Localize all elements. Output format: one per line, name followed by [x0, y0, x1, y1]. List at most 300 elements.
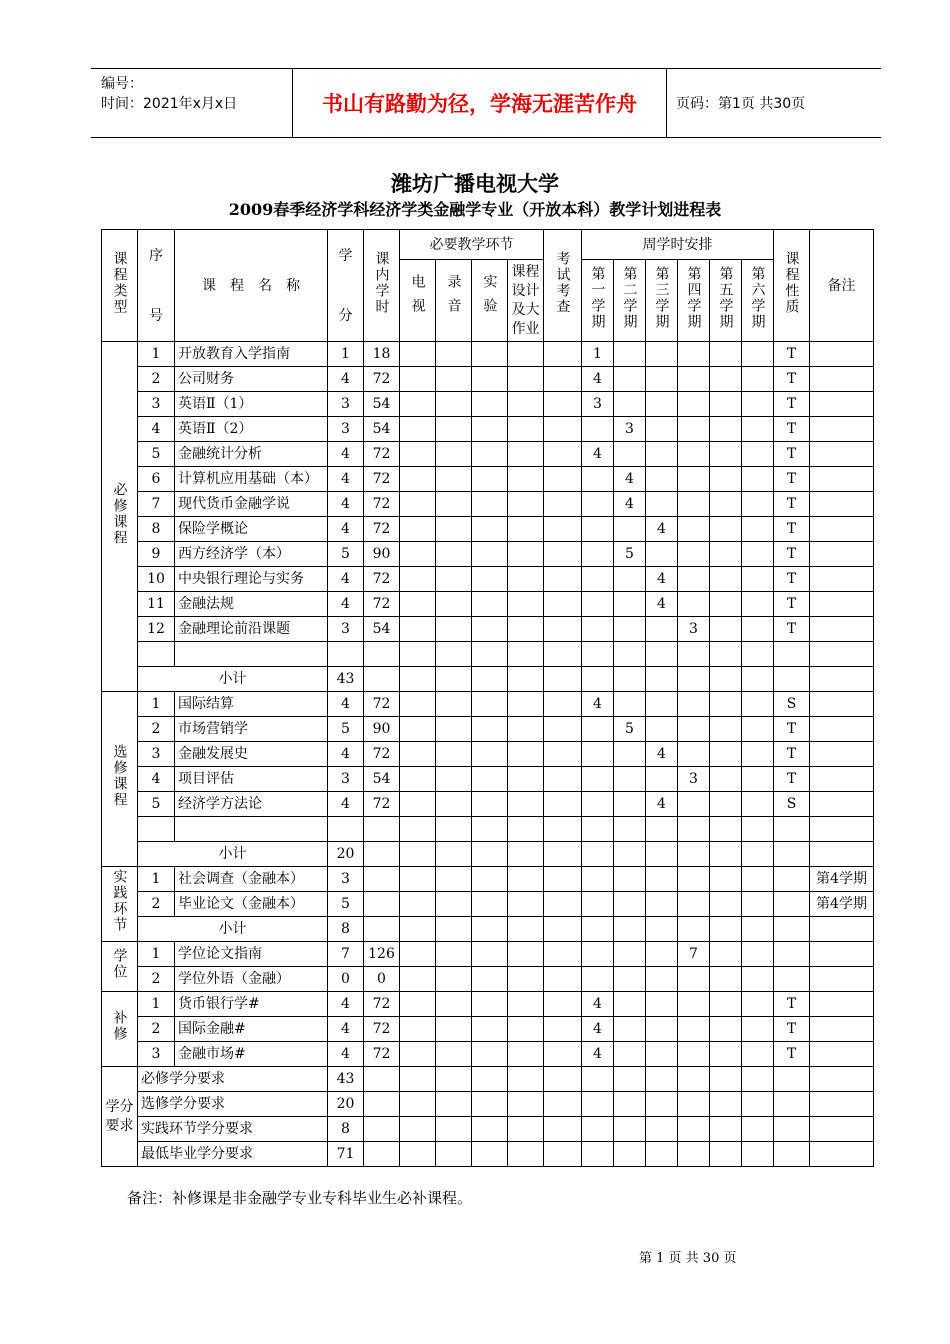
empty-cell [710, 367, 742, 392]
empty-cell [472, 417, 508, 442]
course-credit: 4 [328, 992, 364, 1017]
course-s3 [646, 942, 678, 967]
empty-cell [400, 542, 436, 567]
course-row [102, 467, 874, 492]
course-no: 2 [138, 1017, 175, 1042]
empty-cell [508, 692, 544, 717]
motto: 书山有路勤为径，学海无涯苦作舟 [292, 69, 667, 137]
course-s2 [614, 617, 646, 642]
empty-cell [472, 942, 508, 967]
empty-cell [774, 1092, 810, 1117]
empty-cell [400, 717, 436, 742]
course-name: 中央银行理论与实务 [175, 567, 328, 592]
course-hours: 72 [364, 367, 400, 392]
empty-cell [138, 817, 175, 842]
course-s3 [646, 617, 678, 642]
empty-cell [646, 1067, 678, 1092]
section-credit-req: 学分要求 [102, 1067, 138, 1167]
empty-cell [400, 667, 436, 692]
empty-cell [472, 1017, 508, 1042]
header-remark: 备注 [810, 230, 874, 342]
empty-cell [328, 642, 364, 667]
course-hours: 72 [364, 567, 400, 592]
empty-cell [774, 842, 810, 867]
course-no: 2 [138, 717, 175, 742]
course-name: 项目评估 [175, 767, 328, 792]
empty-cell [436, 1092, 472, 1117]
course-row [102, 417, 874, 442]
empty-cell [364, 917, 400, 942]
course-nature: T [774, 1017, 810, 1042]
course-nature: S [774, 692, 810, 717]
empty-cell [710, 767, 742, 792]
empty-cell [810, 1067, 874, 1092]
empty-cell [710, 1117, 742, 1142]
empty-cell [508, 1142, 544, 1167]
course-s1 [582, 567, 614, 592]
empty-cell [436, 592, 472, 617]
course-name: 英语Ⅱ（2） [175, 417, 328, 442]
header-exp: 实验 [472, 260, 508, 342]
empty-cell [544, 1017, 582, 1042]
empty-cell [810, 1142, 874, 1167]
empty-cell [582, 1117, 614, 1142]
course-name: 保险学概论 [175, 517, 328, 542]
empty-cell [544, 1117, 582, 1142]
empty-cell [508, 592, 544, 617]
course-remark [810, 492, 874, 517]
course-credit: 3 [328, 617, 364, 642]
header-links-group: 必要教学环节 [400, 230, 544, 260]
course-s4 [678, 792, 710, 817]
empty-cell [436, 542, 472, 567]
empty-cell [774, 642, 810, 667]
course-no: 3 [138, 392, 175, 417]
course-row [102, 342, 874, 367]
header-sem2: 第二学期 [614, 260, 646, 342]
header-seq: 序 号 [138, 230, 175, 342]
section-practice: 实践环节 [102, 867, 138, 942]
course-name: 学位外语（金融） [175, 967, 328, 992]
code-label: 编号： [101, 76, 143, 92]
empty-cell [472, 367, 508, 392]
course-nature: T [774, 567, 810, 592]
table-body [102, 230, 874, 1167]
course-nature [774, 892, 810, 917]
course-name: 货币银行学# [175, 992, 328, 1017]
course-s2 [614, 992, 646, 1017]
empty-cell [710, 392, 742, 417]
empty-cell [472, 717, 508, 742]
empty-cell [364, 817, 400, 842]
empty-cell [400, 742, 436, 767]
course-credit: 4 [328, 517, 364, 542]
empty-cell [810, 842, 874, 867]
course-nature: T [774, 1042, 810, 1067]
header-design: 课程设计及大作业 [508, 260, 544, 342]
course-s1 [582, 592, 614, 617]
empty-cell [472, 617, 508, 642]
course-s1: 4 [582, 692, 614, 717]
header-weekly-group: 周学时安排 [582, 230, 774, 260]
empty-cell [614, 1067, 646, 1092]
empty-cell [710, 792, 742, 817]
course-remark [810, 342, 874, 367]
empty-cell [175, 642, 328, 667]
course-no: 1 [138, 867, 175, 892]
empty-cell [774, 1067, 810, 1092]
course-s4 [678, 517, 710, 542]
course-s1 [582, 792, 614, 817]
empty-cell [742, 867, 774, 892]
course-credit: 5 [328, 542, 364, 567]
course-nature: T [774, 592, 810, 617]
course-credit: 3 [328, 767, 364, 792]
empty-cell [400, 967, 436, 992]
course-s3 [646, 417, 678, 442]
empty-cell [742, 942, 774, 967]
course-credit: 4 [328, 592, 364, 617]
section-elective: 选修课程 [102, 692, 138, 867]
header-name: 课 程 名 称 [175, 230, 328, 342]
empty-cell [582, 817, 614, 842]
course-remark [810, 792, 874, 817]
empty-cell [472, 392, 508, 417]
section-degree: 学位 [102, 942, 138, 992]
course-s4 [678, 742, 710, 767]
empty-cell [742, 717, 774, 742]
course-s4 [678, 542, 710, 567]
course-s4 [678, 867, 710, 892]
course-remark [810, 742, 874, 767]
empty-cell [544, 867, 582, 892]
empty-cell [544, 592, 582, 617]
course-s2 [614, 942, 646, 967]
empty-cell [400, 892, 436, 917]
empty-cell [614, 642, 646, 667]
empty-cell [508, 342, 544, 367]
empty-cell [364, 1092, 400, 1117]
credit-req-value: 8 [328, 1117, 364, 1142]
empty-cell [472, 842, 508, 867]
credit-req-label: 最低毕业学分要求 [138, 1142, 328, 1167]
empty-cell [472, 1092, 508, 1117]
course-s1 [582, 617, 614, 642]
header-sem1: 第一学期 [582, 260, 614, 342]
empty-cell [508, 567, 544, 592]
course-no: 5 [138, 442, 175, 467]
empty-cell [436, 1067, 472, 1092]
course-credit: 1 [328, 342, 364, 367]
empty-cell [508, 767, 544, 792]
empty-cell [544, 367, 582, 392]
course-s2 [614, 392, 646, 417]
empty-cell [742, 892, 774, 917]
course-s4: 7 [678, 942, 710, 967]
course-s1 [582, 867, 614, 892]
credit-req-row [102, 1142, 874, 1167]
course-hours: 0 [364, 967, 400, 992]
empty-cell [742, 692, 774, 717]
empty-cell [710, 542, 742, 567]
empty-cell [742, 1092, 774, 1117]
empty-cell [774, 1142, 810, 1167]
header-sem4: 第四学期 [678, 260, 710, 342]
empty-cell [436, 517, 472, 542]
empty-cell [810, 642, 874, 667]
course-s4 [678, 492, 710, 517]
empty-cell [508, 892, 544, 917]
empty-cell [364, 1117, 400, 1142]
empty-cell [508, 492, 544, 517]
course-remark [810, 592, 874, 617]
course-no: 12 [138, 617, 175, 642]
empty-cell [710, 567, 742, 592]
course-row [102, 617, 874, 642]
footnote: 备注：补修课是非金融学专业专科毕业生必补课程。 [127, 1189, 473, 1207]
empty-cell [582, 1092, 614, 1117]
course-row [102, 1042, 874, 1067]
course-s2 [614, 1017, 646, 1042]
course-credit: 3 [328, 417, 364, 442]
empty-cell [742, 667, 774, 692]
course-credit: 4 [328, 567, 364, 592]
empty-cell [544, 767, 582, 792]
empty-cell [774, 817, 810, 842]
empty-cell [544, 492, 582, 517]
empty-cell [436, 842, 472, 867]
course-s1: 1 [582, 342, 614, 367]
empty-cell [436, 742, 472, 767]
course-s1 [582, 417, 614, 442]
course-hours [364, 892, 400, 917]
course-s1 [582, 717, 614, 742]
empty-cell [436, 617, 472, 642]
empty-cell [544, 692, 582, 717]
empty-cell [472, 442, 508, 467]
course-credit: 3 [328, 867, 364, 892]
section-makeup: 补修 [102, 992, 138, 1067]
course-s3 [646, 542, 678, 567]
course-row [102, 892, 874, 917]
course-hours: 54 [364, 767, 400, 792]
empty-cell [400, 1017, 436, 1042]
course-name: 英语Ⅱ（1） [175, 392, 328, 417]
empty-cell [400, 842, 436, 867]
empty-cell [614, 667, 646, 692]
course-s3 [646, 1042, 678, 1067]
course-s3: 4 [646, 517, 678, 542]
empty-cell [544, 792, 582, 817]
course-no: 2 [138, 892, 175, 917]
empty-cell [582, 667, 614, 692]
course-name: 国际结算 [175, 692, 328, 717]
empty-cell [508, 1067, 544, 1092]
course-no: 4 [138, 767, 175, 792]
empty-cell [646, 1117, 678, 1142]
empty-cell [582, 1067, 614, 1092]
course-credit: 4 [328, 492, 364, 517]
course-hours: 72 [364, 692, 400, 717]
empty-cell [678, 842, 710, 867]
course-credit: 4 [328, 442, 364, 467]
header-tv: 电视 [400, 260, 436, 342]
course-s4: 3 [678, 767, 710, 792]
course-no: 5 [138, 792, 175, 817]
credit-req-label: 实践环节学分要求 [138, 1117, 328, 1142]
empty-cell [710, 442, 742, 467]
course-remark [810, 992, 874, 1017]
empty-cell [742, 992, 774, 1017]
course-s1 [582, 942, 614, 967]
empty-cell [508, 1092, 544, 1117]
course-nature [774, 867, 810, 892]
empty-cell [742, 1117, 774, 1142]
empty-cell [544, 642, 582, 667]
course-credit: 5 [328, 717, 364, 742]
course-nature: T [774, 367, 810, 392]
course-row [102, 367, 874, 392]
course-s3 [646, 442, 678, 467]
course-no: 6 [138, 467, 175, 492]
empty-cell [508, 1042, 544, 1067]
course-remark [810, 542, 874, 567]
course-s2 [614, 592, 646, 617]
course-nature: T [774, 542, 810, 567]
course-s2 [614, 967, 646, 992]
empty-cell [508, 1117, 544, 1142]
course-name: 经济学方法论 [175, 792, 328, 817]
course-name: 金融法规 [175, 592, 328, 617]
empty-cell [678, 1092, 710, 1117]
course-credit: 4 [328, 692, 364, 717]
empty-cell [436, 992, 472, 1017]
credit-req-row [102, 1067, 874, 1092]
empty-cell [472, 1117, 508, 1142]
empty-cell [400, 1042, 436, 1067]
empty-cell [508, 942, 544, 967]
course-hours: 54 [364, 617, 400, 642]
subtotal-label: 小计 [138, 667, 328, 692]
course-name: 金融理论前沿课题 [175, 617, 328, 642]
empty-cell [472, 492, 508, 517]
empty-cell [710, 742, 742, 767]
empty-cell [544, 917, 582, 942]
course-row [102, 492, 874, 517]
empty-cell [742, 367, 774, 392]
course-row [102, 767, 874, 792]
empty-cell [400, 867, 436, 892]
course-s2: 4 [614, 467, 646, 492]
empty-cell [582, 842, 614, 867]
course-s4 [678, 417, 710, 442]
empty-cell [472, 542, 508, 567]
course-s1 [582, 742, 614, 767]
course-remark [810, 942, 874, 967]
empty-cell [742, 567, 774, 592]
empty-cell [582, 1142, 614, 1167]
course-s3: 4 [646, 567, 678, 592]
course-no: 1 [138, 692, 175, 717]
empty-cell [364, 1067, 400, 1092]
empty-cell [400, 642, 436, 667]
course-no: 8 [138, 517, 175, 542]
empty-cell [472, 342, 508, 367]
course-row [102, 567, 874, 592]
course-s1: 4 [582, 992, 614, 1017]
header-sem3: 第三学期 [646, 260, 678, 342]
page-label: 页码：第1页 共30页 [676, 96, 806, 112]
empty-cell [710, 342, 742, 367]
course-s4 [678, 692, 710, 717]
course-nature: T [774, 417, 810, 442]
course-row [102, 942, 874, 967]
course-s1 [582, 492, 614, 517]
empty-cell [508, 717, 544, 742]
empty-cell [646, 642, 678, 667]
course-no: 11 [138, 592, 175, 617]
empty-cell [436, 967, 472, 992]
empty-cell [508, 417, 544, 442]
course-remark [810, 567, 874, 592]
empty-cell [544, 1042, 582, 1067]
header-nature: 课程性质 [774, 230, 810, 342]
empty-cell [400, 817, 436, 842]
empty-cell [774, 917, 810, 942]
empty-cell [544, 1142, 582, 1167]
empty-cell [436, 492, 472, 517]
empty-cell [742, 592, 774, 617]
header-exam: 考试考查 [544, 230, 582, 342]
empty-cell [508, 442, 544, 467]
course-hours: 72 [364, 742, 400, 767]
course-s2 [614, 792, 646, 817]
empty-cell [400, 1117, 436, 1142]
course-remark [810, 442, 874, 467]
empty-cell [472, 792, 508, 817]
course-s1: 3 [582, 392, 614, 417]
empty-cell [742, 917, 774, 942]
empty-cell [742, 342, 774, 367]
header-left-cell [91, 69, 291, 137]
empty-cell [710, 842, 742, 867]
empty-cell [472, 967, 508, 992]
course-nature: T [774, 342, 810, 367]
empty-cell [742, 1067, 774, 1092]
empty-cell [400, 567, 436, 592]
course-row [102, 967, 874, 992]
section-required: 必修课程 [102, 342, 138, 692]
course-row [102, 392, 874, 417]
course-credit: 4 [328, 1017, 364, 1042]
empty-cell [710, 917, 742, 942]
empty-cell [710, 1092, 742, 1117]
course-name: 毕业论文（金融本） [175, 892, 328, 917]
empty-cell [646, 1142, 678, 1167]
empty-cell [508, 917, 544, 942]
credit-req-label: 选修学分要求 [138, 1092, 328, 1117]
empty-cell [710, 867, 742, 892]
course-credit: 4 [328, 1042, 364, 1067]
empty-cell [400, 492, 436, 517]
course-remark [810, 467, 874, 492]
course-hours: 72 [364, 467, 400, 492]
course-s1: 4 [582, 1042, 614, 1067]
empty-cell [544, 842, 582, 867]
empty-cell [742, 492, 774, 517]
course-s4 [678, 1042, 710, 1067]
course-credit: 4 [328, 467, 364, 492]
